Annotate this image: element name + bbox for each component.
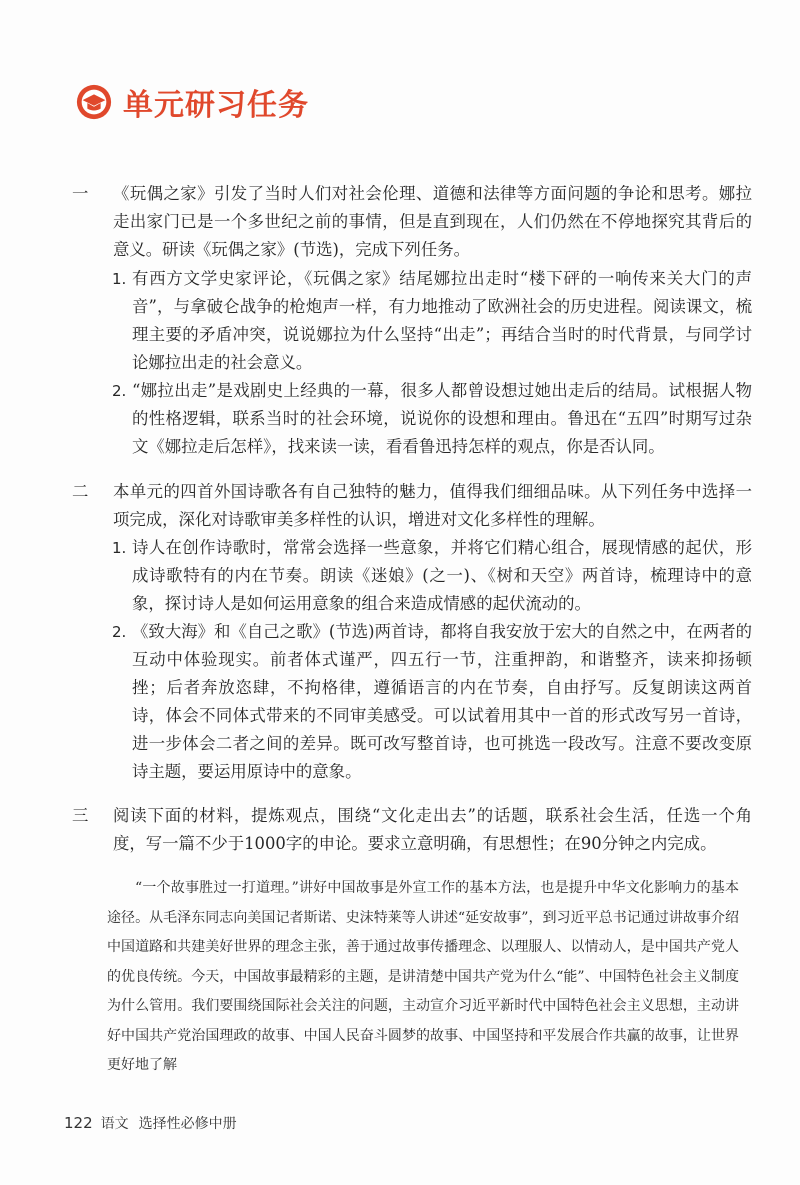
task-number: 二	[72, 482, 89, 501]
item-text: 诗人在创作诗歌时，常常会选择一些意象，并将它们精心组合，展现情感的起伏，形成诗歌特有的内在节奏。朗读《迷娘》(之一)、《树和天空》两首诗，梳理诗中的意象，探讨诗人是如何运用意象的组合来造成情感的起伏流动的。	[132, 538, 752, 613]
item-number: 1.	[112, 539, 127, 557]
page-footer	[64, 1113, 237, 1133]
list-item	[112, 534, 752, 618]
task-number: 一	[72, 184, 89, 203]
graduation-cap-icon	[75, 83, 113, 121]
task-text: 《玩偶之家》引发了当时人们对社会伦理、道德和法律等方面问题的争论和思考。娜拉走出家门已是一个多世纪之前的事情，但是直到现在，人们仍然在不停地探究其背后的意义。研读《玩偶之家》(节选)，完成下列任务。	[113, 184, 752, 259]
item-number: 2.	[112, 382, 127, 400]
book-title: 选择性必修中册	[138, 1116, 237, 1132]
item-number: 2.	[112, 623, 127, 641]
page-title: 单元研习任务	[123, 88, 309, 123]
list-item	[112, 377, 752, 461]
subject-label: 语文	[100, 1116, 129, 1132]
item-text: 《致大海》和《自己之歌》(节选)两首诗，都将自我安放于宏大的自然之中，在两者的互动中体验现实。前者体式谨严，四五行一节，注重押韵，和谐整齐，读来抑扬顿挫；后者奔放恣肆，不拘格律，遵循语言的内在节奏，自由抒写。反复朗读这两首诗，体会不同体式带来的不同审美感受。可以试着用其中一首的形式改写另一首诗，进一步体会二者之间的差异。既可改写整首诗，也可挑选一段改写。注意不要改变原诗主题，要运用原诗中的意象。	[132, 622, 752, 781]
list-item	[112, 618, 752, 786]
task-section-3	[72, 802, 752, 858]
task-text: 阅读下面的材料，提炼观点，围绕“文化走出去”的话题，联系社会生活，任选一个角度，写一篇不少于1000字的申论。要求立意明确，有思想性；在90分钟之内完成。	[113, 806, 752, 853]
list-item	[112, 265, 752, 377]
task-number: 三	[72, 806, 89, 825]
page-number: 122	[64, 1114, 93, 1132]
task-section-2	[72, 478, 752, 786]
task-text: 本单元的四首外国诗歌各有自己独特的魅力，值得我们细细品味。从下列任务中选择一项完成，深化对诗歌审美多样性的认识，增进对文化多样性的理解。	[113, 482, 752, 529]
item-number: 1.	[112, 270, 127, 288]
task-section-1	[72, 180, 752, 461]
reading-passage: “一个故事胜过一打道理。”讲好中国故事是外宣工作的基本方法，也是提升中华文化影响力的基本途径。从毛泽东同志向美国记者斯诺、史沫特莱等人讲述“延安故事”，到习近平总书记通过讲故事介绍中国道路和共建美好世界的理念主张，善于通过故事传播理念、以理服人、以情动人，是中国共产党人的优良传统。今天，中国故事最精彩的主题，是讲清楚中国共产党为什么“能”、中国特色社会主义制度为什么管用。我们要围绕国际社会关注的问题，主动宣介习近平新时代中国特色社会主义思想，主动讲好中国共产党治国理政的故事、中国人民奋斗圆梦的故事、中国坚持和平发展合作共赢的故事，让世界更好地了解	[107, 880, 739, 1073]
section-header	[75, 78, 309, 126]
item-text: 有西方文学史家评论，《玩偶之家》结尾娜拉出走时“楼下砰的一响传来关大门的声音”，与拿破仑战争的枪炮声一样，有力地推动了欧洲社会的历史进程。阅读课文，梳理主要的矛盾冲突，说说娜拉为什么坚持“出走”；再结合当时的时代背景，与同学讨论娜拉出走的社会意义。	[132, 269, 752, 372]
item-text: “娜拉出走”是戏剧史上经典的一幕，很多人都曾设想过她出走后的结局。试根据人物的性格逻辑，联系当时的社会环境，说说你的设想和理由。鲁迅在“五四”时期写过杂文《娜拉走后怎样》，找来读一读，看看鲁迅持怎样的观点，你是否认同。	[132, 381, 752, 456]
